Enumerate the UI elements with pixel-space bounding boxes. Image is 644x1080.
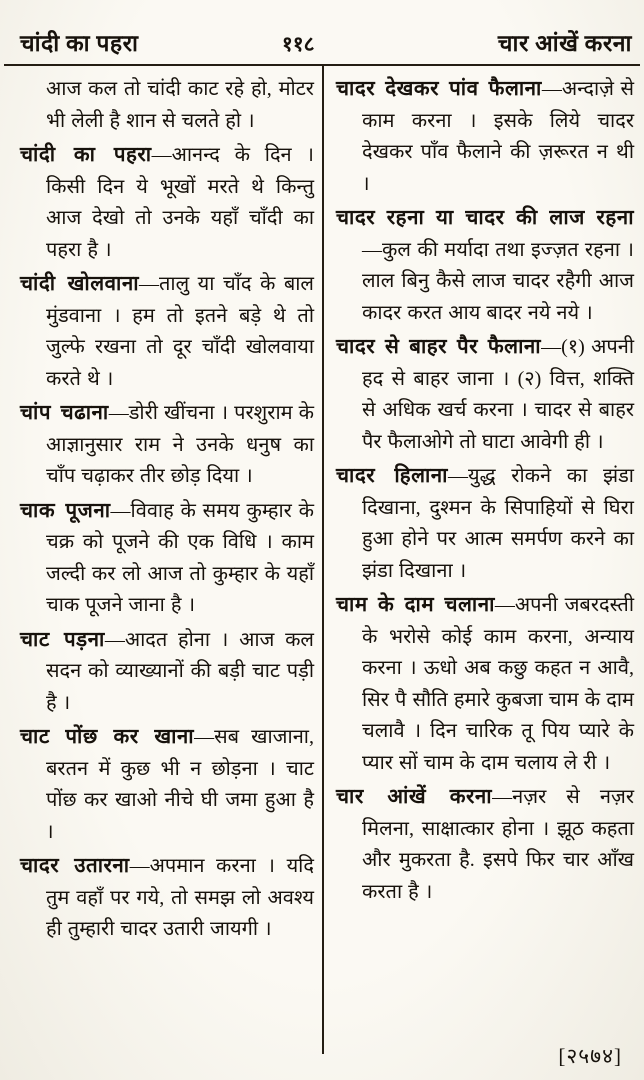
- entry-body: —कुल की मर्यादा तथा इज्ज़त रहना । लाल बिनु कैसे लाज चादर रहैगी आज कादर करत आय बादर नये नये ।: [362, 238, 634, 324]
- entry-headword: चादर देखकर पांव फैलाना: [336, 78, 542, 100]
- entry-body: —नज़र से नज़र मिलना, साक्षात्कार होना । झूठ कहता और मुकरता है. इसपे फिर चार आँख करता है ।: [362, 786, 635, 903]
- entry-body: —आदत होना । आज कल सदन को व्याख्यानों की बड़ी चाट पड़ी है ।: [46, 628, 314, 714]
- dictionary-entry: [336, 74, 634, 200]
- entry-headword: चांदी का पहरा: [20, 144, 152, 166]
- running-head-left: चांदी का पहरा: [20, 31, 139, 56]
- continuation-paragraph: आज कल तो चांदी काट रहे हो, मोटर भी लेली है शान से चलते हो ।: [46, 78, 314, 132]
- entry-body: —विवाह के समय कुम्हार के चक्र को पूजने की एक विधि । काम जल्दी कर लो आज तो कुम्हार के यहाँ चाक पूजने जाना है ।: [46, 499, 314, 616]
- entry-headword: चांप चढाना: [20, 402, 109, 424]
- text-columns: [0, 66, 644, 1054]
- entry-headword: चांदी खोलवाना: [20, 273, 140, 295]
- dictionary-entry: [20, 398, 314, 493]
- entry-body: —आनन्द के दिन । किसी दिन ये भूखों मरते थे किन्तु आज देखो तो उनके यहाँ चाँदी का पहरा है ।: [46, 144, 314, 261]
- entry-body: —अन्दाज़े से काम करना । इसके लिये चादर देखकर पाँव फैलाने की ज़रूरत न थी ।: [362, 78, 634, 195]
- entry-body: —युद्ध रोकने का झंडा दिखाना, दुश्मन के सिपाहियों से घिरा हुआ होने पर आत्म समर्पण करने का झंडा दिखाना ।: [362, 465, 634, 582]
- dictionary-entry: [20, 851, 314, 946]
- dictionary-entry: [20, 722, 314, 848]
- entry-headword: चाक पूजना: [20, 499, 111, 522]
- plate-number: [२५७४]: [558, 1044, 622, 1068]
- entry-body: —(१) अपनी हद से बाहर जाना । (२) वित्त, शक्ति से अधिक खर्च करना । चादर से बाहर पैर फैलाओगे तो घाटा आवेगी ही ।: [362, 336, 634, 453]
- entry-body: —सब खाजाना, बरतन में कुछ भी न छोड़ना । चाट पोंछ कर खाओ नीचे घी जमा हुआ है ।: [46, 726, 314, 843]
- dictionary-entry: [336, 590, 634, 779]
- dictionary-entry: [336, 332, 634, 458]
- entry-body: —अपमान करना । यदि तुम वहाँ पर गये, तो समझ लो अवश्य ही तुम्हारी चादर उतारी जायगी ।: [46, 855, 314, 940]
- dictionary-entry: [20, 269, 314, 395]
- entry-headword: चाट पड़ना: [20, 628, 105, 651]
- dictionary-entry: [20, 140, 314, 266]
- running-head-right: चार आंखें करना: [497, 31, 632, 56]
- dictionary-entry: [336, 203, 634, 329]
- entry-headword: चादर रहना या चादर की लाज रहना: [336, 207, 634, 229]
- entry-headword: चाट पोंछ कर खाना: [20, 726, 195, 748]
- dictionary-entry: [20, 496, 314, 622]
- dictionary-entry: [336, 461, 634, 587]
- left-column: [0, 66, 322, 1054]
- page-header: [0, 0, 644, 64]
- dictionary-entry: [20, 625, 314, 720]
- page-number: ११८: [281, 32, 315, 56]
- entry-body: —अपनी जबरदस्ती के भरोसे कोई काम करना, अन्याय करना । ऊधो अब कछु कहत न आवै, सिर पै सौति हमारे कुबजा चाम के दाम चलावै । दिन चारिक तू पिय प्यारे के प्यार सों चाम के दाम चलाय ले री ।: [362, 594, 635, 774]
- dictionary-entry: [336, 782, 634, 908]
- entry-headword: चाम के दाम चलाना: [336, 594, 495, 616]
- entry-body: —डोरी खींचना । परशुराम के आज्ञानुसार राम ने उनके धनुष का चाँप चढ़ाकर तीर छोड़ दिया ।: [46, 402, 314, 487]
- entry-body: —तालु या चाँद के बाल मुंडवाना । हम तो इतने बड़े थे तो जुल्फे रखना तो दूर चाँदी खोलवाया करते थे ।: [46, 273, 314, 390]
- entry-headword: चादर उतारना: [20, 855, 130, 877]
- entry-headword: चार आंखें करना: [336, 786, 493, 808]
- right-column: [322, 66, 644, 1054]
- entry-headword: चादर हिलाना: [336, 465, 448, 487]
- entry-headword: चादर से बाहर पैर फैलाना: [336, 336, 542, 358]
